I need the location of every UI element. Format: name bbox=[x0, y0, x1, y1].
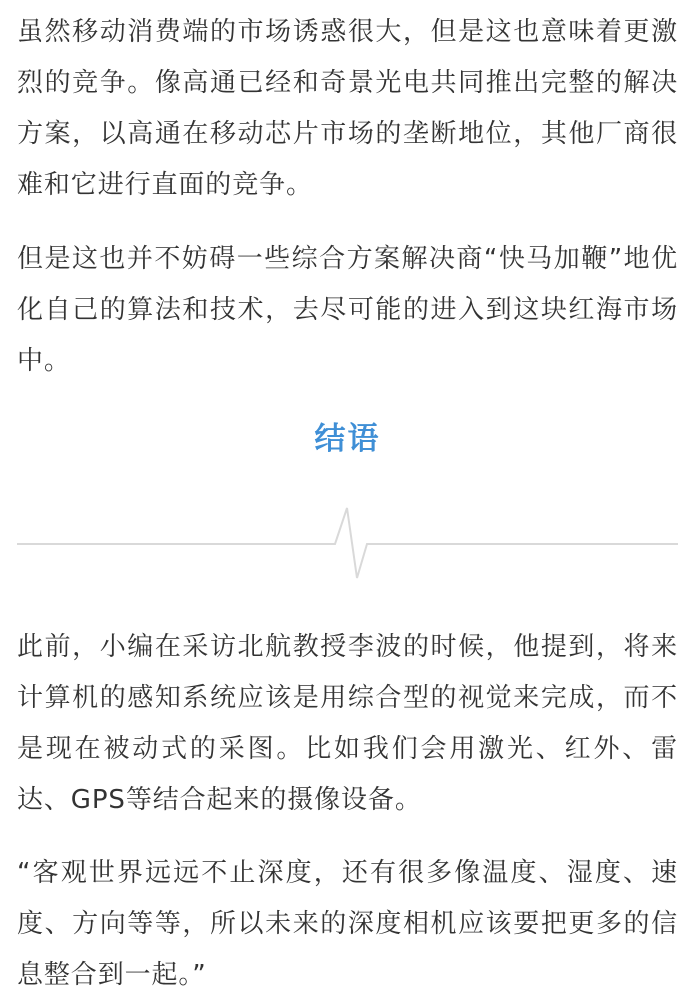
paragraph-interview: 此前，小编在采访北航教授李波的时候，他提到，将来计算机的感知系统应该是用综合型的视觉来完成，而不是现在被动式的采图。比如我们会用激光、红外、雷达、GPS等结合起来的摄像设备。 bbox=[17, 632, 678, 815]
paragraph-solution-vendors: 但是这也并不妨碍一些综合方案解决商“快马加鞭”地优化自己的算法和技术，去尽可能的进入到这块红海市场中。 bbox=[17, 244, 678, 376]
section-title-conclusion: 结语 bbox=[314, 421, 381, 457]
paragraph-quote: “客观世界远远不止深度，还有很多像温度、湿度、速度、方向等等，所以未来的深度相机应该要把更多的信息整合到一起。” bbox=[17, 858, 678, 990]
heartbeat-divider-icon bbox=[17, 505, 678, 585]
paragraph-competition: 虽然移动消费端的市场诱惑很大，但是这也意味着更激烈的竞争。像高通已经和奇景光电共同推出完整的解决方案，以高通在移动芯片市场的垄断地位，其他厂商很难和它进行直面的竞争。 bbox=[17, 17, 678, 200]
